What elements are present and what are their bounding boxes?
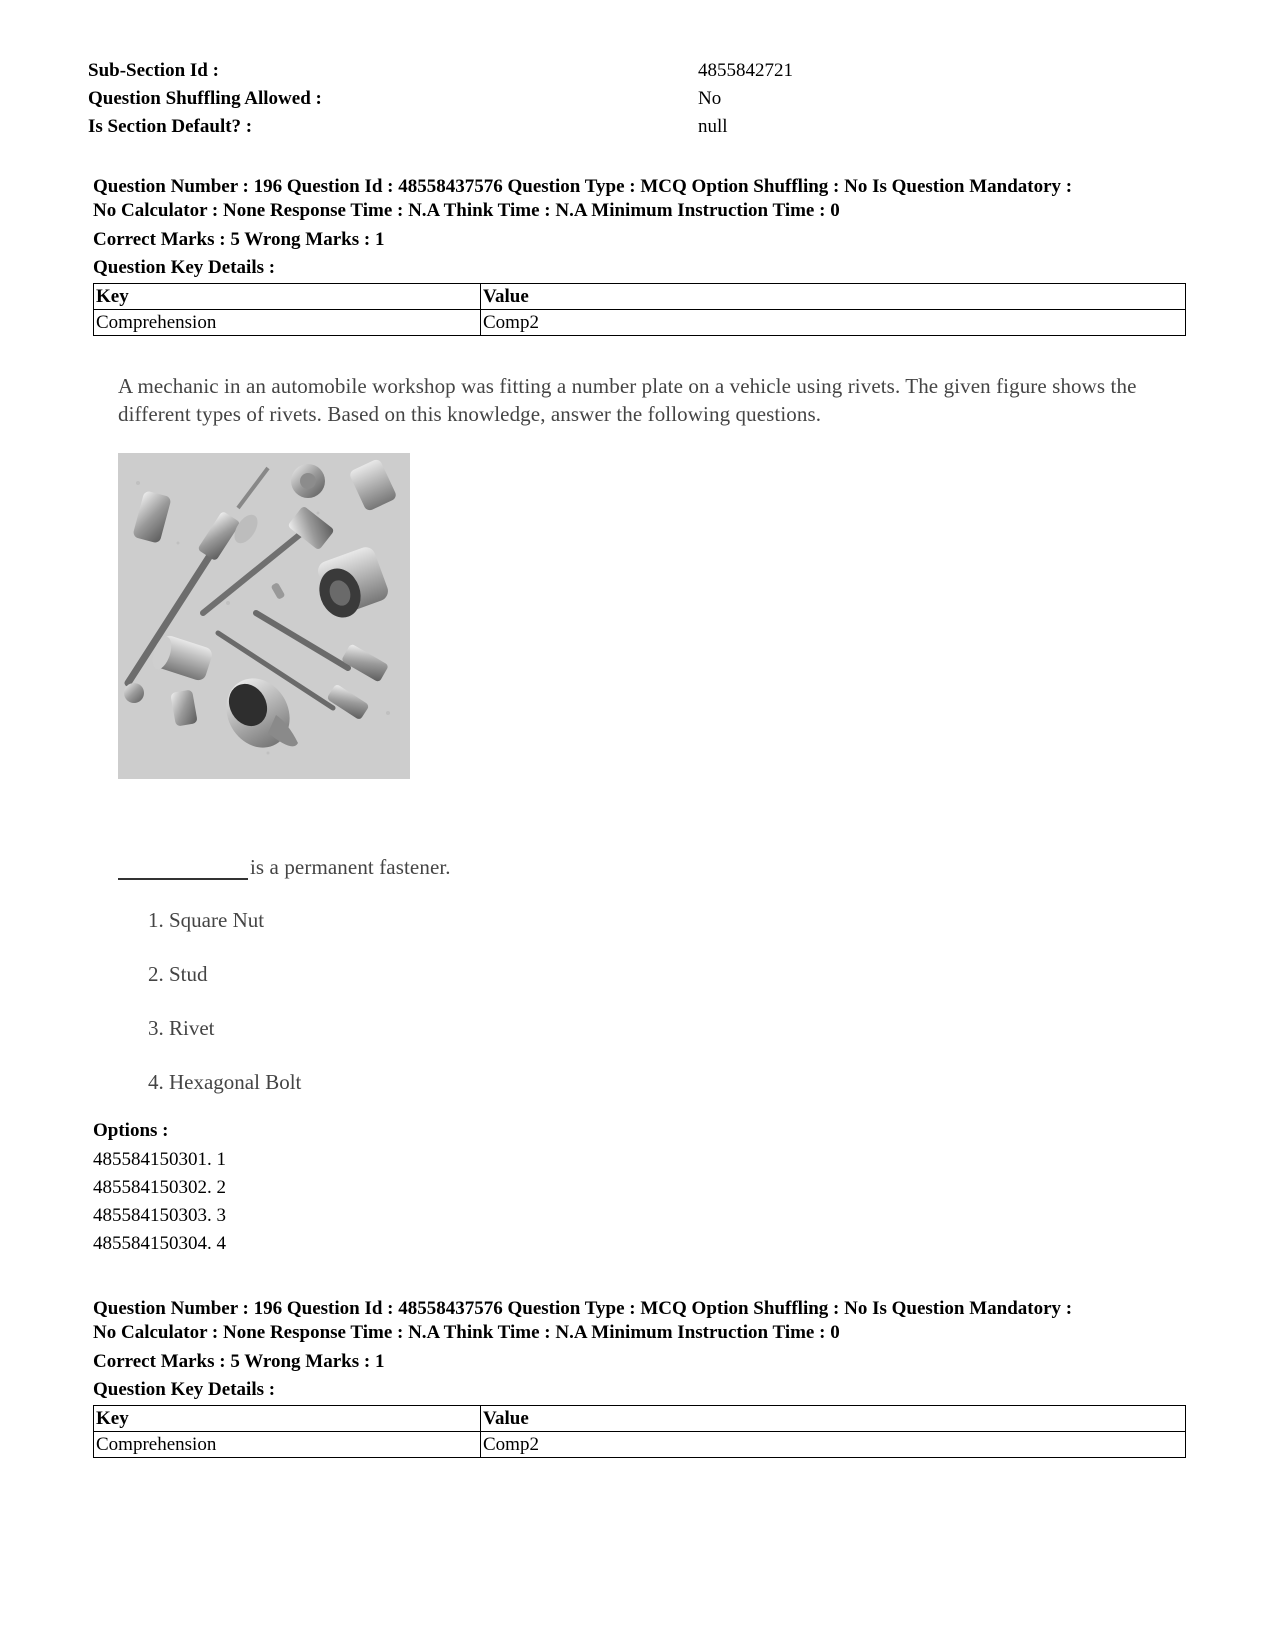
key-details-label: Question Key Details : — [93, 1379, 276, 1400]
table-header-value: Value — [481, 284, 1186, 310]
table-cell-value: Comp2 — [481, 1432, 1186, 1458]
table-header-row — [94, 1406, 1186, 1432]
meta-label-subsection-id: Sub-Section Id : — [88, 60, 219, 81]
question-header — [93, 175, 1213, 223]
table-header-key: Key — [94, 284, 481, 310]
fill-in-blank — [118, 858, 248, 880]
question-stem-text: is a permanent fastener. — [250, 855, 451, 879]
table-cell-value: Comp2 — [481, 310, 1186, 336]
table-header-value: Value — [481, 1406, 1186, 1432]
meta-value-question-shuffling: No — [698, 88, 722, 109]
key-details-label: Question Key Details : — [93, 257, 276, 278]
table-row — [94, 310, 1186, 336]
rivets-photo-icon — [118, 453, 410, 779]
meta-value-subsection-id: 4855842721 — [698, 60, 793, 81]
question-stem — [118, 855, 451, 880]
question-header-line2: No Calculator : None Response Time : N.A Think Time : N.A Minimum Instruction Time : 0 — [93, 1322, 840, 1343]
options-label: Options : — [93, 1120, 169, 1141]
meta-label-section-default: Is Section Default? : — [88, 116, 253, 137]
question-header-line2: No Calculator : None Response Time : N.A Think Time : N.A Minimum Instruction Time : 0 — [93, 200, 840, 221]
choice-item: 4. Hexagonal Bolt — [148, 1070, 302, 1094]
marks-line: Correct Marks : 5 Wrong Marks : 1 — [93, 1351, 385, 1372]
choice-item: 3. Rivet — [148, 1016, 215, 1040]
table-header-row — [94, 284, 1186, 310]
choice-item: 1. Square Nut — [148, 908, 265, 932]
question-header-line1: Question Number : 196 Question Id : 48558437576 Question Type : MCQ Option Shuffling : No Is Question Mandatory : — [93, 1298, 1073, 1319]
key-details-table — [93, 1405, 1186, 1458]
table-header-key: Key — [94, 1406, 481, 1432]
meta-value-section-default: null — [698, 116, 728, 137]
meta-label-question-shuffling: Question Shuffling Allowed : — [88, 88, 322, 109]
table-cell-key: Comprehension — [94, 310, 481, 336]
rivets-figure — [118, 453, 410, 779]
question-header — [93, 1297, 1213, 1345]
key-details-table — [93, 283, 1186, 336]
table-row — [94, 1432, 1186, 1458]
option-item: 485584150303. 3 — [93, 1205, 226, 1226]
option-item: 485584150304. 4 — [93, 1233, 226, 1254]
marks-line: Correct Marks : 5 Wrong Marks : 1 — [93, 229, 385, 250]
question-header-line1: Question Number : 196 Question Id : 48558437576 Question Type : MCQ Option Shuffling : No Is Question Mandatory : — [93, 176, 1073, 197]
option-item: 485584150302. 2 — [93, 1177, 226, 1198]
table-cell-key: Comprehension — [94, 1432, 481, 1458]
comprehension-passage: A mechanic in an automobile workshop was fitting a number plate on a vehicle using rivets. The given figure shows the different types of rivets. Based on this knowledge, answer the following questions. — [118, 374, 1137, 426]
option-item: 485584150301. 1 — [93, 1149, 226, 1170]
choice-item: 2. Stud — [148, 962, 208, 986]
